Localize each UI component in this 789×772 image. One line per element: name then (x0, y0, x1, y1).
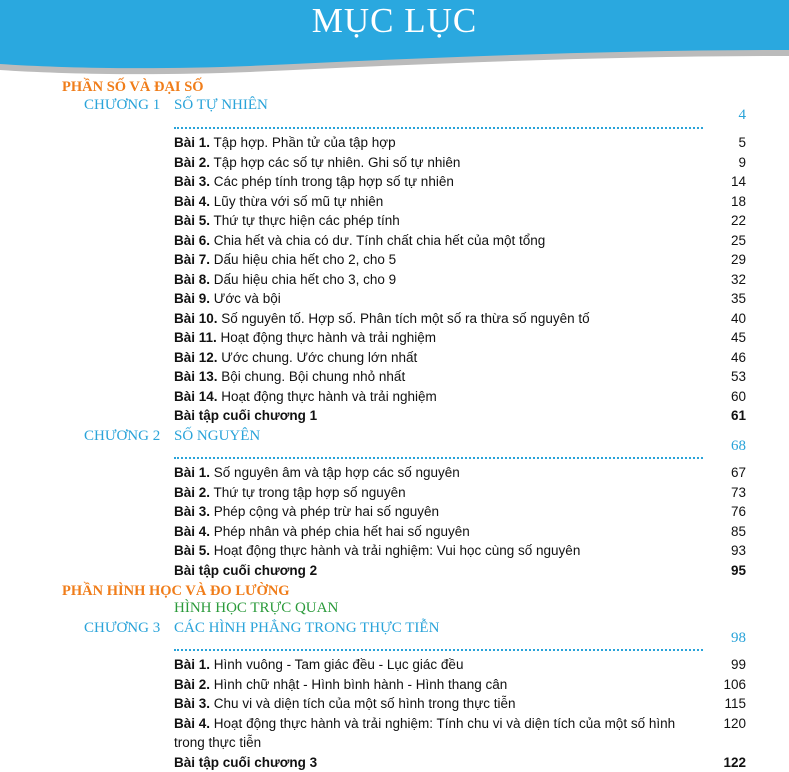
lesson-page: 120 (723, 714, 746, 753)
lesson-page: 106 (723, 675, 746, 695)
lesson-page: 25 (731, 231, 746, 251)
dotted-leader (174, 457, 703, 459)
lesson-text (174, 387, 684, 407)
lesson-row[interactable] (174, 483, 746, 503)
lesson-title: Bội chung. Bội chung nhỏ nhất (221, 369, 405, 384)
chapter-review-row[interactable] (174, 753, 746, 772)
lesson-number: Bài 4. (174, 524, 210, 539)
lesson-text (174, 463, 684, 483)
lesson-text (174, 348, 684, 368)
lesson-text (174, 250, 684, 270)
lesson-title: Hình vuông - Tam giác đều - Lục giác đều (214, 657, 464, 672)
lesson-text (174, 192, 684, 212)
lesson-page: 53 (731, 367, 746, 387)
lesson-row[interactable] (174, 328, 746, 348)
lesson-title: Các phép tính trong tập hợp số tự nhiên (214, 174, 454, 189)
lesson-title: Chu vi và diện tích của một số hình trong thực tiễn (214, 696, 516, 711)
part-heading: PHẦN SỐ VÀ ĐẠI SỐ (62, 79, 204, 95)
lesson-number: Bài 6. (174, 233, 210, 248)
lesson-number: Bài 11. (174, 330, 217, 345)
lesson-title: Tập hợp các số tự nhiên. Ghi số tự nhiên (214, 155, 461, 170)
lesson-number: Bài 8. (174, 272, 210, 287)
chapter-page: 98 (731, 630, 746, 646)
lesson-title: Số nguyên âm và tập hợp các số nguyên (214, 465, 460, 480)
lesson-number: Bài 2. (174, 677, 210, 692)
lesson-number: Bài 7. (174, 252, 210, 267)
lesson-text (174, 675, 684, 695)
lesson-number: Bài 3. (174, 696, 210, 711)
lesson-number: Bài 9. (174, 291, 210, 306)
lesson-page: 18 (731, 192, 746, 212)
review-page: 95 (731, 561, 746, 581)
lesson-title: Dấu hiệu chia hết cho 2, cho 5 (214, 252, 396, 267)
chapter-title: SỐ NGUYÊN (174, 428, 260, 444)
lesson-row[interactable] (174, 309, 746, 329)
lesson-title: Hoạt động thực hành và trải nghiệm (221, 389, 436, 404)
chapter-label: CHƯƠNG 2 (84, 428, 160, 444)
review-title: Bài tập cuối chương 3 (174, 753, 684, 772)
lesson-row[interactable] (174, 463, 746, 483)
lesson-text (174, 153, 684, 173)
lesson-text (174, 502, 684, 522)
review-page: 61 (731, 406, 746, 426)
lesson-row[interactable] (174, 655, 746, 675)
lesson-row[interactable] (174, 522, 746, 542)
lesson-title: Chia hết và chia có dư. Tính chất chia hết của một tổng (214, 233, 545, 248)
chapter-review-row[interactable] (174, 561, 746, 581)
dotted-leader (174, 127, 703, 129)
chapter-page: 68 (731, 438, 746, 454)
lesson-row[interactable] (174, 172, 746, 192)
subpart-heading: HÌNH HỌC TRỰC QUAN (174, 600, 338, 616)
lesson-row[interactable] (174, 348, 746, 368)
lesson-text (174, 367, 684, 387)
lesson-title: Phép nhân và phép chia hết hai số nguyên (214, 524, 470, 539)
chapter-title: CÁC HÌNH PHẲNG TRONG THỰC TIỄN (174, 620, 439, 636)
lesson-number: Bài 2. (174, 485, 210, 500)
lesson-title: Lũy thừa với số mũ tự nhiên (214, 194, 384, 209)
lesson-title: Tập hợp. Phần tử của tập hợp (214, 135, 396, 150)
lesson-text (174, 522, 684, 542)
lesson-list (174, 133, 746, 426)
chapter-page: 4 (739, 107, 747, 123)
lesson-page: 35 (731, 289, 746, 309)
lesson-row[interactable] (174, 541, 746, 561)
lesson-title: Số nguyên tố. Hợp số. Phân tích một số ra thừa số nguyên tố (221, 311, 589, 326)
lesson-text (174, 270, 684, 290)
lesson-number: Bài 13. (174, 369, 218, 384)
lesson-row[interactable] (174, 367, 746, 387)
lesson-text (174, 231, 684, 251)
lesson-row[interactable] (174, 133, 746, 153)
page-title: MỤC LỤC (0, 0, 789, 42)
review-title: Bài tập cuối chương 2 (174, 561, 684, 581)
lesson-list (174, 655, 746, 772)
chapter-title: SỐ TỰ NHIÊN (174, 97, 268, 113)
lesson-text (174, 289, 684, 309)
lesson-page: 85 (731, 522, 746, 542)
lesson-number: Bài 12. (174, 350, 218, 365)
lesson-title: Thứ tự thực hiện các phép tính (214, 213, 400, 228)
lesson-number: Bài 4. (174, 194, 210, 209)
lesson-row[interactable] (174, 694, 746, 714)
lesson-number: Bài 2. (174, 155, 210, 170)
chapter-review-row[interactable] (174, 406, 746, 426)
lesson-number: Bài 1. (174, 465, 210, 480)
part-heading: PHẦN HÌNH HỌC VÀ ĐO LƯỜNG (62, 583, 290, 599)
lesson-title: Ước chung. Ước chung lớn nhất (221, 350, 417, 365)
lesson-page: 60 (731, 387, 746, 407)
lesson-text (174, 328, 684, 348)
lesson-number: Bài 1. (174, 657, 210, 672)
lesson-text (174, 309, 684, 329)
lesson-page: 29 (731, 250, 746, 270)
lesson-title: Hoạt động thực hành và trải nghiệm: Vui học cùng số nguyên (214, 543, 581, 558)
lesson-text (174, 541, 684, 561)
lesson-text (174, 694, 684, 714)
chapter-label: CHƯƠNG 1 (84, 97, 160, 113)
chapter-label: CHƯƠNG 3 (84, 620, 160, 636)
lesson-page: 67 (731, 463, 746, 483)
lesson-title: Phép cộng và phép trừ hai số nguyên (214, 504, 439, 519)
lesson-row[interactable] (174, 387, 746, 407)
lesson-page: 93 (731, 541, 746, 561)
lesson-title: Hoạt động thực hành và trải nghiệm: Tính chu vi và diện tích của một số hình trong thực tiễn (174, 716, 675, 751)
lesson-title: Thứ tự trong tập hợp số nguyên (214, 485, 406, 500)
lesson-page: 22 (731, 211, 746, 231)
lesson-number: Bài 5. (174, 213, 210, 228)
lesson-number: Bài 3. (174, 504, 210, 519)
lesson-number: Bài 3. (174, 174, 210, 189)
lesson-row[interactable] (174, 250, 746, 270)
lesson-page: 14 (731, 172, 746, 192)
lesson-row[interactable] (174, 211, 746, 231)
lesson-title: Hình chữ nhật - Hình bình hành - Hình thang cân (214, 677, 507, 692)
lesson-text (174, 172, 684, 192)
lesson-text (174, 714, 684, 753)
lesson-row[interactable] (174, 231, 746, 251)
review-title: Bài tập cuối chương 1 (174, 406, 684, 426)
review-page: 122 (723, 753, 746, 772)
lesson-row[interactable] (174, 675, 746, 695)
lesson-row[interactable] (174, 502, 746, 522)
lesson-number: Bài 14. (174, 389, 218, 404)
lesson-title: Ước và bội (214, 291, 281, 306)
lesson-text (174, 211, 684, 231)
lesson-row[interactable] (174, 270, 746, 290)
dotted-leader (174, 649, 703, 651)
lesson-row[interactable] (174, 192, 746, 212)
lesson-page: 32 (731, 270, 746, 290)
lesson-page: 46 (731, 348, 746, 368)
lesson-list (174, 463, 746, 580)
lesson-number: Bài 4. (174, 716, 210, 731)
lesson-row[interactable] (174, 714, 746, 753)
lesson-text (174, 655, 684, 675)
lesson-title: Dấu hiệu chia hết cho 3, cho 9 (214, 272, 396, 287)
lesson-page: 76 (731, 502, 746, 522)
lesson-page: 5 (738, 133, 746, 153)
lesson-row[interactable] (174, 153, 746, 173)
lesson-title: Hoạt động thực hành và trải nghiệm (221, 330, 436, 345)
lesson-text (174, 133, 684, 153)
lesson-page: 9 (738, 153, 746, 173)
lesson-number: Bài 5. (174, 543, 210, 558)
lesson-page: 99 (731, 655, 746, 675)
lesson-page: 45 (731, 328, 746, 348)
lesson-page: 73 (731, 483, 746, 503)
lesson-text (174, 483, 684, 503)
lesson-number: Bài 1. (174, 135, 210, 150)
lesson-number: Bài 10. (174, 311, 218, 326)
lesson-row[interactable] (174, 289, 746, 309)
lesson-page: 40 (731, 309, 746, 329)
lesson-page: 115 (724, 694, 746, 714)
